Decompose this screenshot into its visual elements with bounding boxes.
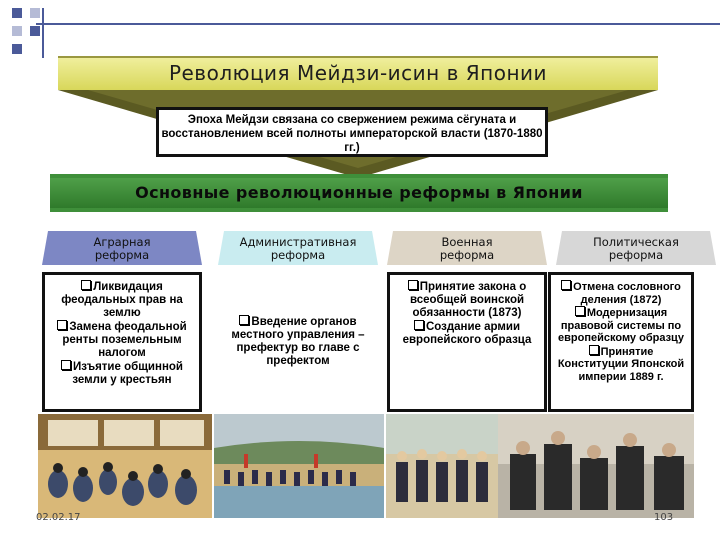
checkbox-bullet-icon	[589, 345, 599, 355]
tab-administrative	[218, 231, 378, 265]
checkbox-bullet-icon	[561, 280, 571, 290]
tab-subtitle: реформа	[608, 248, 664, 262]
tab-political	[556, 231, 716, 265]
list-item: Введение органов местного управления – префектур во главе с префектом	[231, 316, 365, 367]
tab-subtitle: реформа	[270, 248, 326, 262]
header-vertical-rule	[42, 8, 44, 58]
list-item: Принятие Конституции Японской империи 1889 г.	[557, 345, 685, 383]
list-item: Модернизация правовой системы по европейскому образцу	[558, 307, 684, 344]
decor-square	[12, 44, 22, 54]
tab-subtitle: реформа	[439, 248, 495, 262]
list-item: Изъятие общинной земли у крестьян	[48, 360, 196, 387]
checkbox-bullet-icon	[81, 280, 91, 290]
photo-soldiers-print	[386, 414, 498, 518]
reform-box-political	[548, 272, 694, 412]
list-item: Отмена сословного деления (1872)	[554, 280, 688, 306]
tab-title: Аграрная	[93, 235, 151, 249]
tab-title: Военная	[441, 235, 493, 249]
tab-title: Политическая	[593, 235, 679, 249]
tab-subtitle: реформа	[94, 248, 150, 262]
checkbox-bullet-icon	[414, 320, 424, 330]
decor-square	[30, 26, 40, 36]
photo-politicians	[498, 414, 694, 518]
list-item: Принятие закона о всеобщей воинской обязанности (1873)	[393, 280, 541, 320]
reform-box-agrarian	[42, 272, 202, 412]
tab-agrarian	[42, 231, 202, 265]
reform-box-administrative	[218, 272, 378, 412]
photo-procession-print	[214, 414, 384, 518]
decor-square	[12, 8, 22, 18]
slide-title: Революция Мейдзи-исин в Японии	[168, 61, 548, 85]
checkbox-bullet-icon	[57, 320, 67, 330]
reforms-heading: Основные революционные реформы в Японии	[135, 183, 583, 202]
checkbox-bullet-icon	[575, 306, 585, 316]
epoch-description: Эпоха Мейдзи связана со свержением режима сёгуната и восстановлением всей полноты императорской власти (1870-1880 гг.)	[156, 107, 548, 157]
header-rule	[36, 23, 720, 25]
decor-square	[30, 8, 40, 18]
checkbox-bullet-icon	[61, 360, 71, 370]
list-item: Ликвидация феодальных прав на землю	[61, 281, 183, 319]
list-item: Замена феодальной ренты поземельным налогом	[48, 320, 196, 360]
footer-date: 02.02.17	[36, 512, 81, 523]
checkbox-bullet-icon	[239, 315, 249, 325]
tab-military	[387, 231, 547, 265]
page-number: 103	[654, 512, 674, 523]
reform-box-military	[387, 272, 547, 412]
decor-square	[12, 26, 22, 36]
photo-samurai-hall	[38, 414, 212, 518]
list-item: Создание армии европейского образца	[402, 321, 532, 346]
checkbox-bullet-icon	[408, 280, 418, 290]
tab-title: Административная	[239, 235, 357, 249]
